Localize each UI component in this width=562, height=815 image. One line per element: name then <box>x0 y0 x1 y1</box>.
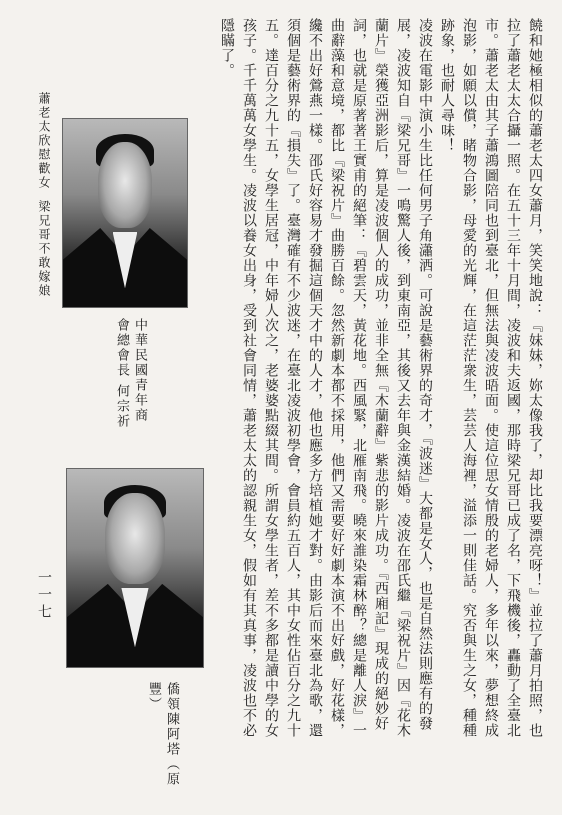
portrait-face <box>98 142 153 228</box>
photo-caption-top <box>112 318 148 438</box>
article-body <box>216 18 546 738</box>
body-paragraph: 饒和她極相似的蕭老太四女蕭月，笑笑地說：『妹妹，妳太像我了，却比我要漂亮呀！』並拉了蕭月拍照，也拉了蕭老太太合攝一照。在五十三年十月間，凌波和夫返國，那時梁兄哥已成了名，下飛機後，轟動了全臺北市。蕭老太由其子蕭鴻圖陪同也到臺北，但無法與凌波晤面。使這位思女情殷的老婦人，多年以來，夢想終成泡影，如願以償，睹物合影，母愛的光輝，在這茫茫衆生，芸芸人海裡，溢添一則佳話。究否與生之女，種種跡象，也耐人尋味！ <box>439 18 543 738</box>
running-header <box>36 92 53 298</box>
portrait-face <box>105 493 165 584</box>
caption-line: 中華民國青年商 <box>132 318 147 423</box>
running-header-line: 蕭老太欣慰歡女 <box>37 92 51 190</box>
caption-line: 僑領陳阿塔（原豐） <box>146 682 179 787</box>
portrait-photo-bottom <box>66 468 204 668</box>
body-paragraph: 凌波在電影中演小生比任何男子角瀟洒。可說是藝術界的奇才，『波迷』大都是女人，也是自然法則應有的發展，凌波知自『梁兄哥』一鳴驚人後，到東南亞，其後又去年與金漢結婚。凌波在邵氏繼『梁祝片』因『花木蘭片』榮獲亞洲影后，算是凌波個人的成功，並非全無『木蘭辭』紫悲的影片成功。『西廂記』現成的絕妙好詞，也就是原著著王實甫的絕筆：『碧雲天，黃花地。西風緊，北雁南飛。曉來誰染霜林醉？總是離人淚』一曲辭藻和意境，都比『梁祝片』曲勝百餘。忽然新劇本都不採用，他們又需要好好劇本演不出好戲，好花樣，纔不出好鶯燕一樣。邵氏好容易才發掘這個天才中的人才，他也應多方培植她才對。由影后而來臺北為歌，還須個是藝術界的『損失』了。臺灣確有不少波迷，在臺北凌波初學會，會員約五百人，其中女性佔百分之九十五。達百分之九十五，女學生居冠，中年婦人次之，老婆婆點綴其間。所謂女學生者，差不多都是讀中學的女孩子。千千萬萬女學生。凌波以養女出身，受到社會同情，蕭老太太的認親生女，假如有其真事，凌波也不必隱瞞了。 <box>219 18 433 738</box>
caption-line: 會總會長 何宗祈 <box>114 318 129 430</box>
portrait-photo-top <box>62 118 188 308</box>
running-header-line: 梁兄哥不敢嫁娘 <box>37 200 51 298</box>
page-number: 一一七 <box>36 570 52 621</box>
photo-caption-bottom <box>144 682 180 792</box>
